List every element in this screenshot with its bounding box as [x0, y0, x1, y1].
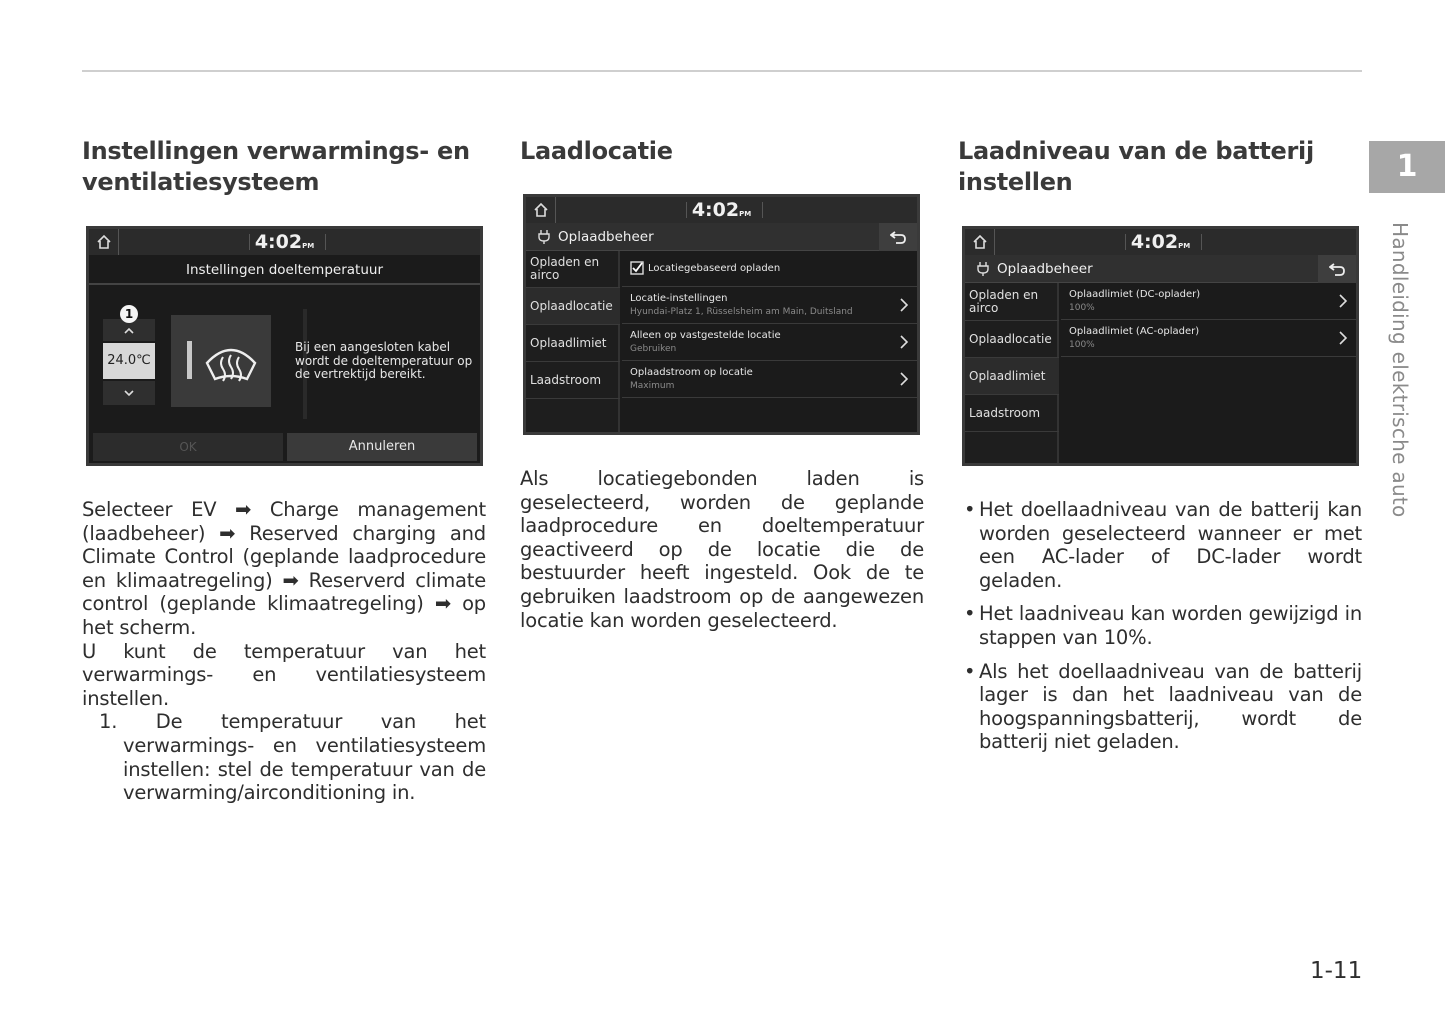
info-text-content: Bij een aangesloten kabel wordt de doeltemperatuur op de vertrektijd bereikt.: [295, 340, 473, 381]
row-title: Oplaadlimiet (DC-oplader): [1069, 289, 1201, 300]
paragraph: Selecteer EV ➡ Charge management (laadbeheer) ➡ Reserved charging and Climate Control (geplande laadprocedure en klimaatregeling) ➡ Reserverd climate control (geplande klimaatregeling) ➡ op het scherm.: [82, 498, 486, 639]
numbered-step: 1. De temperatuur van het verwarmings- en ventilatiesysteem instellen: stel de temperatuur van de verwarming/airconditioning in.: [99, 710, 486, 805]
sidebar-item-charging-current[interactable]: Laadstroom: [965, 395, 1059, 432]
list-item-location-based-charging[interactable]: [622, 251, 917, 287]
indicator-bar: [187, 341, 192, 379]
back-icon[interactable]: [879, 223, 917, 251]
chevron-right-icon: [1338, 294, 1348, 308]
column1-text: [82, 498, 486, 805]
chapter-side-label: Handleiding elektrische auto: [1388, 222, 1412, 518]
chevron-right-icon: [899, 335, 909, 349]
clock-separator: [762, 202, 763, 218]
bullet-list: [958, 498, 1362, 754]
screen-title: Oplaadbeheer: [558, 229, 654, 245]
sidebar-item-charging-airco[interactable]: Opladen en airco: [526, 251, 620, 288]
defrost-icon: [201, 337, 261, 387]
status-bar: [89, 229, 480, 255]
list-item[interactable]: [622, 361, 917, 398]
clock: [526, 199, 917, 221]
checkbox-label: Locatiegebaseerd opladen: [648, 263, 781, 274]
chevron-right-icon: [899, 298, 909, 312]
paragraph: U kunt de temperatuur van het verwarmings- en ventilatiesysteem instellen.: [82, 639, 486, 710]
heading-battery-level: Laadniveau van de batterij instellen: [958, 137, 1314, 196]
bullet-item: • Het laadniveau kan worden gewijzigd in stappen van 10%.: [958, 602, 1362, 649]
chapter-tab: 1: [1369, 141, 1445, 193]
sidebar-item-charging-limit[interactable]: Oplaadlimiet: [965, 358, 1059, 395]
screen-charging-limit: [962, 226, 1359, 466]
chevron-right-icon: [1338, 331, 1348, 345]
heading-heating-ventilation: Instellingen verwarmings- en ventilatiesysteem: [82, 137, 470, 196]
clock-separator: [686, 202, 687, 218]
clock-separator: [1125, 234, 1126, 250]
sidebar-item-charging-current[interactable]: Laadstroom: [526, 362, 620, 399]
sidebar-item-charging-location[interactable]: Oplaadlocatie: [965, 321, 1059, 358]
sidebar-item-charging-airco[interactable]: Opladen en airco: [965, 283, 1059, 321]
bullet-item: • Het doellaadniveau van de batterij kan worden geselecteerd wanneer er met een AC-lader of DC-lader wordt geladen.: [958, 498, 1362, 592]
row-subtitle: Maximum: [630, 381, 675, 391]
row-subtitle: 100%: [1069, 340, 1095, 350]
clock-pm: PM: [739, 210, 752, 218]
clock-time: 4:02: [1130, 231, 1179, 253]
column-charging-location: [520, 136, 924, 167]
clock-pm: PM: [302, 242, 315, 250]
clock-separator: [1201, 234, 1202, 250]
callout-badge: 1: [120, 305, 138, 323]
row-subtitle: Hyundai-Platz 1, Rüsselsheim am Main, Duitsland: [630, 307, 853, 317]
row-title: Locatie-instellingen: [630, 293, 728, 304]
list-item[interactable]: [1061, 283, 1356, 320]
charging-plug-icon: [975, 261, 991, 277]
settings-list: [622, 251, 917, 432]
checkbox-checked-icon[interactable]: [630, 261, 644, 275]
row-title: Alleen op vastgestelde locatie: [630, 330, 781, 341]
top-rule: [82, 70, 1362, 72]
sidebar: [965, 283, 1059, 463]
heading-charging-location: Laadlocatie: [520, 137, 673, 165]
info-text: [295, 341, 475, 382]
screen-target-temperature: [86, 226, 483, 466]
settings-list: [1061, 283, 1356, 463]
temperature-value: 24.0℃: [103, 343, 155, 379]
screen-title: Instellingen doeltemperatuur: [89, 255, 480, 285]
screen-title: Oplaadbeheer: [997, 261, 1093, 277]
clock: [89, 231, 480, 253]
status-bar: [526, 197, 917, 223]
ok-button[interactable]: OK: [93, 433, 283, 461]
column3-text: [958, 498, 1362, 764]
row-title: Oplaadstroom op locatie: [630, 367, 753, 378]
status-bar: [965, 229, 1356, 255]
column-battery-level: [958, 136, 1362, 198]
column-heating-ventilation: [82, 136, 486, 198]
clock: [965, 231, 1356, 253]
clock-pm: PM: [1178, 242, 1191, 250]
clock-separator: [325, 234, 326, 250]
chevron-right-icon: [899, 372, 909, 386]
column2-text: [520, 467, 924, 632]
row-title: Oplaadlimiet (AC-oplader): [1069, 326, 1200, 337]
sidebar-item-charging-limit[interactable]: Oplaadlimiet: [526, 325, 620, 362]
list-item[interactable]: [622, 324, 917, 361]
temperature-down-button[interactable]: [103, 381, 155, 405]
clock-time: 4:02: [254, 231, 303, 253]
sidebar-item-charging-location[interactable]: Oplaadlocatie: [526, 288, 620, 325]
cancel-button[interactable]: Annuleren: [287, 433, 477, 461]
list-item[interactable]: [1061, 320, 1356, 357]
paragraph: Als locatiegebonden laden is geselecteerd, worden de geplande laadprocedure en doeltemperatuur geactiveerd op de locatie die de bestuurder heeft ingesteld. Ook de te gebruiken laadstroom op de aangewezen locatie kan worden geselecteerd.: [520, 467, 924, 632]
title-bar: [526, 223, 917, 251]
back-icon[interactable]: [1318, 255, 1356, 283]
bullet-item: • Als het doellaadniveau van de batterij lager is dan het laadniveau van de hoogspanningsbatterij, wordt de batterij niet geladen.: [958, 660, 1362, 754]
clock-time: 4:02: [691, 199, 740, 221]
charging-plug-icon: [536, 229, 552, 245]
screen-charging-location: [523, 194, 920, 435]
row-subtitle: Gebruiken: [630, 344, 677, 354]
title-bar: [965, 255, 1356, 283]
clock-separator: [249, 234, 250, 250]
page-number: 1-11: [1310, 958, 1363, 984]
row-subtitle: 100%: [1069, 303, 1095, 313]
list-item[interactable]: [622, 287, 917, 324]
defrost-button[interactable]: [171, 315, 271, 407]
sidebar: [526, 251, 620, 432]
